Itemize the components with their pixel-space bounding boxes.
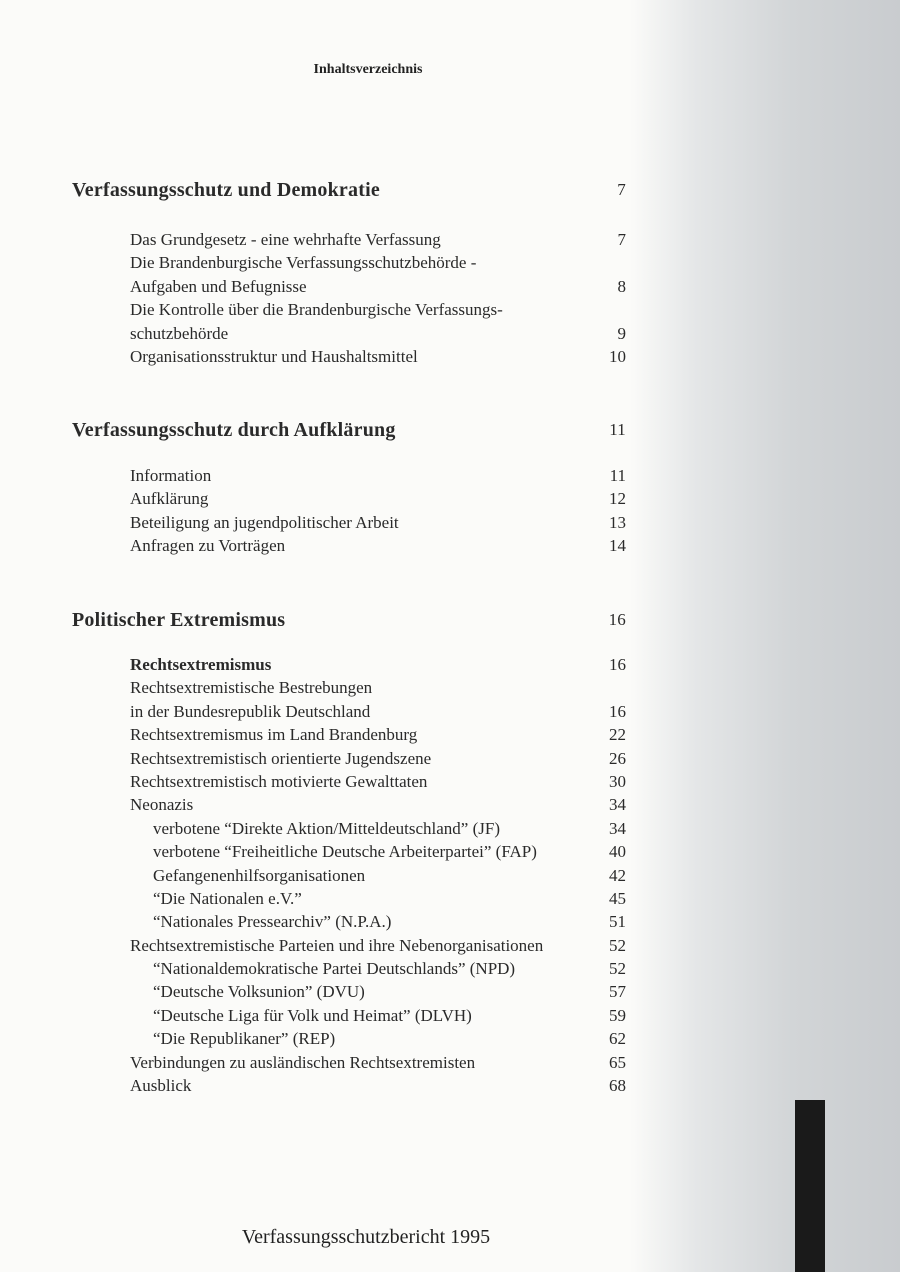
toc-entry-title: “Nationales Pressearchiv” (N.P.A.) [153, 912, 392, 932]
toc-entry[interactable] [130, 840, 626, 863]
toc-entry[interactable] [130, 1004, 626, 1027]
section-heading[interactable] [72, 177, 626, 203]
toc-entry[interactable] [130, 700, 626, 723]
toc-entry[interactable] [130, 464, 626, 487]
toc-entry[interactable] [130, 228, 626, 251]
toc-entries [130, 228, 626, 368]
toc-entry-title: verbotene “Direkte Aktion/Mitteldeutschland” (JF) [153, 818, 500, 838]
toc-entry[interactable] [130, 275, 626, 298]
toc-entry-page-number: 10 [609, 346, 626, 366]
toc-entry-page-number: 30 [609, 771, 626, 791]
toc-entry[interactable] [130, 980, 626, 1003]
toc-entry-page-number: 11 [609, 466, 626, 485]
toc-entry-page-number: 45 [609, 888, 626, 908]
scan-edge-shading [630, 0, 900, 1272]
toc-entry-title: Information [130, 466, 212, 485]
toc-entry-title: in der Bundesrepublik Deutschland [130, 701, 371, 721]
toc-entry-page-number: 65 [609, 1052, 626, 1072]
toc-entry-title: verbotene “Freiheitliche Deutsche Arbeiterpartei” (FAP) [153, 842, 537, 862]
page-title: Inhaltsverzeichnis [313, 62, 423, 77]
toc-section [72, 177, 626, 366]
toc-entry-title: Die Kontrolle über die Brandenburgische Verfassungs- [130, 300, 503, 320]
toc-entry-title: Rechtsextremistisch orientierte Jugendszene [130, 748, 432, 768]
toc-entry-title: Organisationsstruktur und Haushaltsmittel [130, 346, 418, 366]
toc-entry[interactable] [130, 1074, 626, 1097]
toc-entry-title: schutzbehörde [130, 323, 229, 343]
toc-entry[interactable] [130, 747, 626, 770]
toc-entry-page-number: 22 [609, 725, 626, 745]
toc-entry-page-number: 8 [617, 276, 626, 296]
toc-entry-title: Gefangenenhilfsorganisationen [153, 865, 366, 885]
toc-entry[interactable] [130, 534, 626, 557]
section-page-number: 11 [609, 420, 626, 439]
toc-entry-title: Aufklärung [130, 489, 209, 509]
section-page-number: 16 [608, 610, 626, 629]
toc-entry-title: Verbindungen zu ausländischen Rechtsextremisten [130, 1052, 476, 1072]
toc-entry[interactable] [130, 676, 626, 699]
toc-entry-page-number: 62 [609, 1029, 626, 1049]
toc-entry-page-number: 52 [609, 935, 626, 955]
section-heading[interactable] [72, 607, 626, 633]
toc-entry[interactable] [130, 1051, 626, 1074]
toc-entry[interactable] [130, 1027, 626, 1050]
toc-entry-page-number: 7 [617, 230, 626, 249]
toc-entry[interactable] [130, 864, 626, 887]
toc-entry-title: “Deutsche Volksunion” (DVU) [153, 982, 365, 1002]
toc-entry[interactable] [130, 298, 626, 321]
section-heading-text: Politischer Extremismus [72, 609, 286, 631]
section-heading[interactable] [72, 417, 626, 443]
section-page-number: 7 [617, 180, 626, 199]
toc-entry-title: Beteiligung an jugendpolitischer Arbeit [130, 512, 399, 532]
toc-entry-title: Das Grundgesetz - eine wehrhafte Verfassung [130, 230, 441, 249]
section-heading-text: Verfassungsschutz durch Aufklärung [72, 419, 396, 441]
toc-entry[interactable] [130, 511, 626, 534]
toc-entry-title: Rechtsextremistische Bestrebungen [130, 678, 373, 698]
toc-entry-page-number: 26 [609, 748, 626, 768]
toc-entry-title: Anfragen zu Vorträgen [130, 536, 286, 556]
toc-entry-title: Rechtsextremistische Parteien und ihre Nebenorganisationen [130, 935, 544, 955]
toc-entry-page-number: 34 [609, 818, 626, 838]
toc-entry-page-number: 57 [609, 982, 626, 1002]
toc-entry-title: Neonazis [130, 795, 194, 815]
toc-entry[interactable] [130, 251, 626, 274]
toc-entry-title: Rechtsextremistisch motivierte Gewalttaten [130, 771, 428, 791]
toc-entry[interactable] [130, 817, 626, 840]
toc-entry-title: Rechtsextremismus im Land Brandenburg [130, 725, 418, 745]
toc-entry-page-number: 40 [609, 842, 626, 862]
toc-entry-page-number: 16 [609, 655, 626, 674]
toc-entry[interactable] [130, 723, 626, 746]
toc-entry[interactable] [130, 793, 626, 816]
toc-entry[interactable] [130, 887, 626, 910]
toc-section [72, 607, 626, 1096]
toc-section [72, 417, 626, 556]
toc-entry[interactable] [130, 345, 626, 368]
toc-entry-page-number: 13 [609, 512, 626, 532]
toc-entry[interactable] [130, 910, 626, 933]
page-footer: Verfassungsschutzbericht 1995 [241, 1226, 491, 1248]
toc-entry-page-number: 42 [609, 865, 626, 885]
toc-entry-page-number: 34 [609, 795, 626, 815]
toc-entry-page-number: 9 [617, 323, 626, 343]
section-heading-text: Verfassungsschutz und Demokratie [72, 179, 380, 201]
toc-entry[interactable] [130, 934, 626, 957]
toc-entry-page-number: 12 [609, 489, 626, 509]
toc-entry-page-number: 51 [609, 912, 626, 932]
toc-entries [130, 653, 626, 1097]
toc-entry-title: Die Brandenburgische Verfassungsschutzbehörde - [130, 253, 477, 273]
toc-entry-title: “Nationaldemokratische Partei Deutschlands” (NPD) [153, 959, 516, 979]
toc-entry-title: Ausblick [130, 1076, 192, 1096]
toc-entry-title: “Deutsche Liga für Volk und Heimat” (DLVH) [153, 1005, 472, 1025]
toc-entry[interactable] [130, 322, 626, 345]
toc-entry-page-number: 14 [609, 536, 626, 556]
toc-entry-title: Rechtsextremismus [130, 655, 272, 674]
thumb-index-bar [795, 1100, 825, 1272]
toc-entry-page-number: 68 [609, 1076, 626, 1096]
toc-entry-page-number: 16 [609, 701, 626, 721]
toc-entry[interactable] [130, 487, 626, 510]
toc-entry[interactable] [130, 770, 626, 793]
toc-entry-title: “Die Nationalen e.V.” [153, 888, 302, 908]
toc-entry-title: “Die Republikaner” (REP) [153, 1029, 336, 1049]
toc-entry-page-number: 52 [609, 959, 626, 979]
toc-entries [130, 464, 626, 558]
toc-entry-page-number: 59 [609, 1005, 626, 1025]
toc-entry[interactable] [130, 957, 626, 980]
toc-entry[interactable] [130, 653, 626, 676]
toc-entry-title: Aufgaben und Befugnisse [130, 276, 307, 296]
